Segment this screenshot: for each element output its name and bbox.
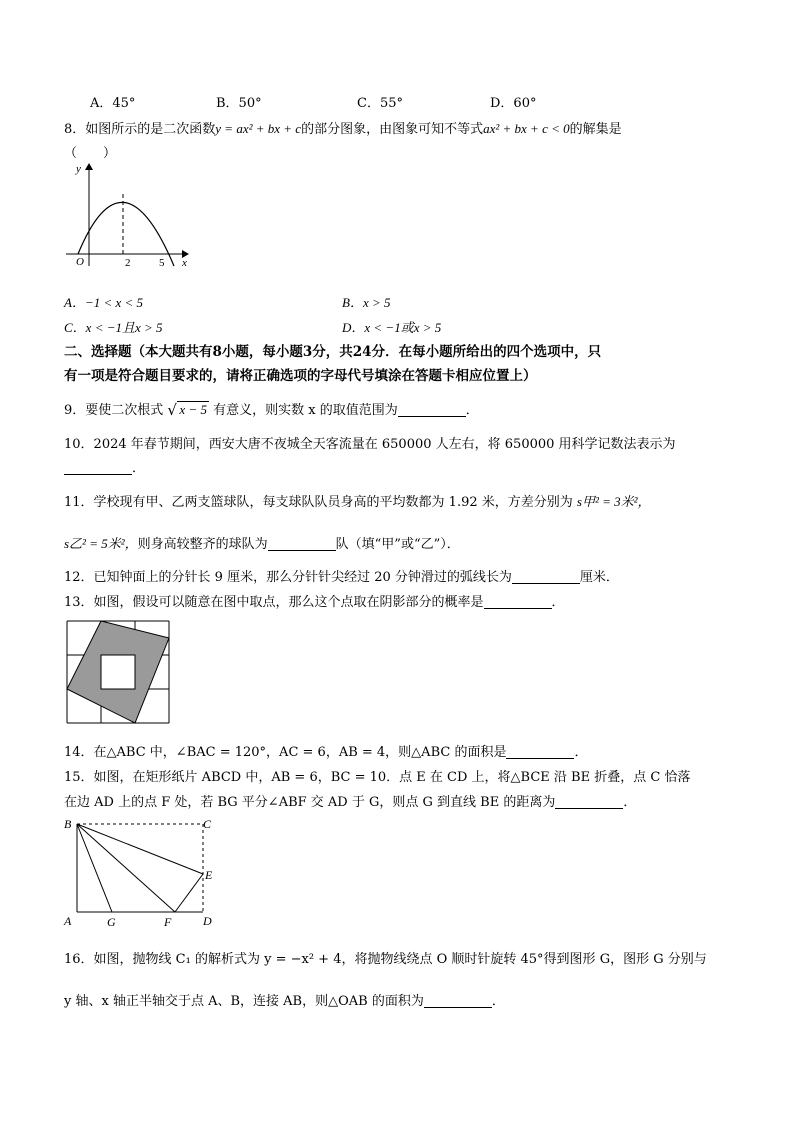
q7-option-d: D．60° xyxy=(490,96,537,111)
label-d: D xyxy=(203,914,212,928)
q15-rectangle-figure xyxy=(60,812,220,932)
q14-answer-blank xyxy=(506,744,574,759)
q15-line1: 15．如图，在矩形纸片 ABCD 中，AB = 6，BC = 10．点 E 在 CD 上，将△BCE 沿 BE 折叠，点 C 恰落 xyxy=(64,770,691,785)
q7-option-b: B．50° xyxy=(216,96,262,111)
section2-header-line2: 有一项是符合题目要求的，请将正确选项的字母代号填涂在答题卡相应位置上） xyxy=(64,368,537,384)
q10-line2: ． xyxy=(64,457,145,476)
x-label: x xyxy=(182,257,187,269)
label-g: G xyxy=(107,915,116,929)
q13: 13．如图，假设可以随意在图中取点，那么这个点取在阴影部分的概率是 ． xyxy=(64,595,565,610)
origin-label: O xyxy=(76,256,84,268)
q8-function: y = ax² + bx + c xyxy=(215,121,302,136)
q8-option-a: A．−1 < x < 5 xyxy=(64,295,144,310)
q9: 9．要使二次根式 √ x − 5 有意义，则实数 x 的取值范围为 ． xyxy=(64,401,479,419)
y-label: y xyxy=(76,163,81,175)
q8-inequality: ax² + bx + c < 0 xyxy=(483,121,570,136)
q11-line1: 11．学校现有甲、乙两支篮球队，每支球队队员身高的平均数都为 1.92 米，方差分别为 s甲² = 3米²， xyxy=(64,494,651,510)
q8-option-d: D．x < −1或x > 5 xyxy=(342,320,442,335)
q12: 12．已知钟面上的分针长 9 厘米，那么分针针尖经过 20 分钟滑过的弧线长为 厘米． xyxy=(64,570,619,585)
segment-fe xyxy=(175,874,203,912)
label-a: A xyxy=(64,914,72,928)
q7-option-c: C．55° xyxy=(357,96,403,111)
segment-bf xyxy=(77,824,175,912)
segment-bg xyxy=(77,824,112,912)
q11-variance-yi: s乙² = 5米²， xyxy=(64,536,138,551)
q11-variance-jia: s甲² = 3米²， xyxy=(576,494,651,509)
q12-answer-blank xyxy=(512,569,580,584)
shaded-region xyxy=(67,621,169,723)
q10-line1: 10．2024 年春节期间，西安大唐不夜城全天客流量在 650000 人左右，将 650000 用科学记数法表示为 xyxy=(64,437,676,452)
q8-option-c: C．x < −1且x > 5 xyxy=(64,320,163,335)
segment-be xyxy=(77,824,203,874)
label-c: C xyxy=(203,817,212,831)
q13-answer-blank xyxy=(484,594,552,609)
q8-option-b: B．x > 5 xyxy=(342,295,391,310)
tick-5: 5 xyxy=(159,257,165,269)
q16-line1: 16．如图，抛物线 C₁ 的解析式为 y = −x² + 4，将抛物线绕点 O 顺时针旋转 45°得到图形 G，图形 G 分别与 xyxy=(64,952,707,967)
q7-option-a: A．45° xyxy=(90,96,136,111)
q11-answer-blank xyxy=(268,536,336,551)
label-e: E xyxy=(205,868,213,882)
q11-line2: s乙² = 5米²，则身高较整齐的球队为 队（填“甲”或“乙”）． xyxy=(64,536,460,552)
q8-answer-paren: （ ） xyxy=(64,146,117,161)
section2-header-line1: 二、选择题（本大题共有8小题，每小题3分，共24分．在每小题所给出的四个选项中，只 xyxy=(64,344,602,360)
q10-answer-blank xyxy=(64,460,132,475)
q15-line2: 在边 AD 上的点 F 处，若 BG 平分∠ABF 交 AD 于 G，则点 G 到直线 BE 的距离为 ． xyxy=(64,795,637,810)
tick-2: 2 xyxy=(125,257,131,269)
q15-answer-blank xyxy=(555,794,623,809)
label-f: F xyxy=(164,915,172,929)
label-b: B xyxy=(64,817,72,831)
q16-answer-blank xyxy=(424,993,492,1008)
q8-stem: 8．如图所示的是二次函数y = ax² + bx + c的部分图象，由图象可知不等式ax² + bx + c < 0的解集是 xyxy=(64,121,622,137)
q16-line2: y 轴、x 轴正半轴交于点 A、B，连接 AB，则△OAB 的面积为 ． xyxy=(64,994,505,1009)
q9-answer-blank xyxy=(398,402,466,417)
q13-grid-figure xyxy=(66,620,172,726)
q9-radical: √ x − 5 xyxy=(167,401,207,419)
q14: 14．在△ABC 中，∠BAC = 120°，AC = 6，AB = 4，则△ABC 的面积是 ． xyxy=(64,745,588,760)
q8-parabola-graph xyxy=(64,158,194,270)
